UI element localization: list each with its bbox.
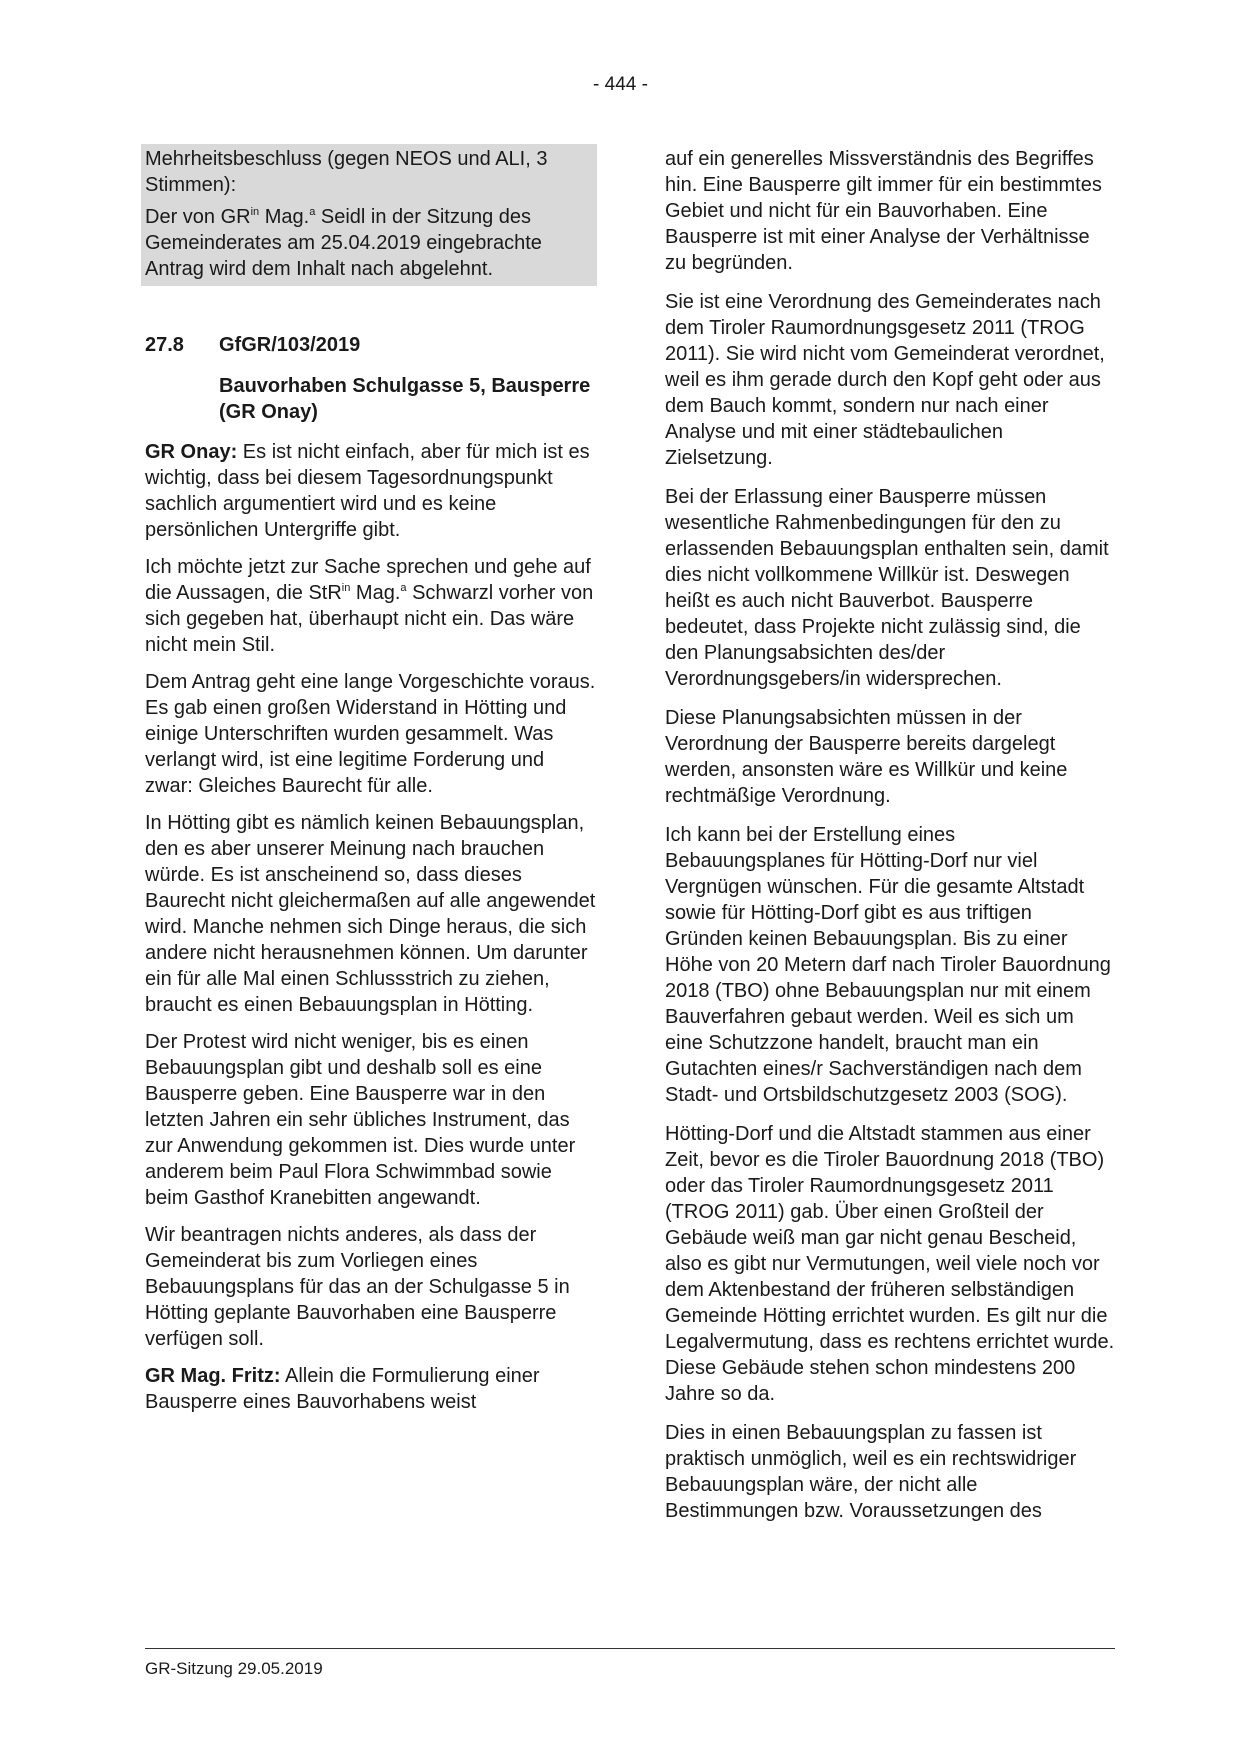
paragraph: Der Protest wird nicht weniger, bis es einen Bebauungsplan gibt und deshalb soll es eine Bausperre geben. Eine Bausperre war in den letzten Jahren ein sehr übliches Instrument, das zur Anwendung gekommen ist. Dies wurde unter anderem beim Paul Flora Schwimmbad sowie beim Gasthof Kranebitten angewandt. [145, 1031, 576, 1209]
paragraph: auf ein generelles Missverständnis des Begriffes hin. Eine Bausperre gilt immer für ein bestimmtes Gebiet und nicht für ein Bauvorhaben. Eine Bausperre ist mit einer Analyse der Verhältnisse zu begründen. [665, 148, 1102, 274]
paragraph: Ich möchte jetzt zur Sache sprechen und gehe auf die Aussagen, die StR$^{in}$ Mag.$^a$ Schwarzl vorher von sich gegeben hat, überhaupt nicht ein. Das wäre nicht mein Stil. [145, 556, 594, 656]
speaker-name: GR Mag. Fritz: [145, 1365, 281, 1387]
paragraph: Dies in einen Bebauungsplan zu fassen ist praktisch unmöglich, weil es ein rechtswidriger Bebauungsplan wäre, der nicht alle Bestimmungen bzw. Voraussetzungen des [665, 1422, 1077, 1522]
paragraph: Sie ist eine Verordnung des Gemeinderates nach dem Tiroler Raumordnungsgesetz 2011 (TROG 2011). Sie wird nicht vom Gemeinderat verordnet, weil es ihm gerade durch den Kopf geht oder aus dem Bauch kommt, sondern nur nach einer Analyse und mit einer städtebaulichen Zielsetzung. [665, 291, 1105, 469]
paragraph: Dem Antrag geht eine lange Vorgeschichte voraus. Es gab einen großen Widerstand in Hötting und einige Unterschriften wurden gesammelt. Was verlangt wird, ist eine legitime Forderung und zwar: Gleiches Baurecht für alle. [145, 671, 596, 797]
paragraph: Diese Planungsabsichten müssen in der Verordnung der Bausperre bereits dargelegt werden, ansonsten wäre es Willkür und keine rechtmäßige Verordnung. [665, 707, 1068, 807]
footer-divider [145, 1648, 1115, 1649]
decision-text: Der von $GR^{in}$ Mag.$^a$ Seidl in der Sitzung des Gemeinderates am 25.04.2019 eingebrachte Antrag wird dem Inhalt nach abgelehnt. [145, 206, 542, 280]
footer-text: GR-Sitzung 29.05.2019 [145, 1659, 323, 1678]
left-column [145, 144, 597, 1426]
section-code: GfGR/103/2019 [219, 334, 361, 356]
paragraph: Bei der Erlassung einer Bausperre müssen wesentliche Rahmenbedingungen für den zu erlassenden Bebauungsplan enthalten sein, damit dies nicht vollkommene Willkür ist. Deswegen heißt es auch nicht Bauverbot. Bausperre bedeutet, dass Projekte nicht zulässig sind, die den Planungsabsichten des/der Verordnungsgebers/in widersprechen. [665, 486, 1109, 690]
section-number: 27.8 [145, 334, 184, 356]
page-number: - 444 - [593, 74, 648, 95]
paragraph: In Hötting gibt es nämlich keinen Bebauungsplan, den es aber unserer Meinung nach brauchen würde. Es ist anscheinend so, dass dieses Baurecht nicht gleichermaßen auf alle angewendet wird. Manche nehmen sich Dinge heraus, die sich andere nicht herausnehmen können. Um darunter ein für alle Mal einen Schlussstrich zu ziehen, braucht es einen Bebauungsplan in Hötting. [145, 812, 596, 1016]
paragraph: GR Onay: Es ist nicht einfach, aber für mich ist es wichtig, dass bei diesem Tagesordnungspunkt sachlich argumentiert wird und es keine persönlichen Untergriffe gibt. [145, 441, 590, 541]
decision-result: Mehrheitsbeschluss (gegen NEOS und ALI, 3 Stimmen): [145, 148, 548, 196]
section-subtitle: Bauvorhaben Schulgasse 5, Bausperre (GR Onay) [219, 375, 591, 423]
right-column [665, 146, 1115, 1537]
decision-box [141, 144, 597, 286]
paragraph: Wir beantragen nichts anderes, als dass der Gemeinderat bis zum Vorliegen eines Bebauungsplans für das an der Schulgasse 5 in Hötting geplante Bauvorhaben eine Bausperre verfügen soll. [145, 1224, 570, 1350]
paragraph: Hötting-Dorf und die Altstadt stammen aus einer Zeit, bevor es die Tiroler Bauordnung 2018 (TBO) oder das Tiroler Raumordnungsgesetz 2011 (TROG 2011) gab. Über einen Großteil der Gebäude weiß man gar nicht genau Bescheid, also es gibt nur Vermutungen, weil viele noch vor dem Aktenbestand der früheren selbständigen Gemeinde Hötting errichtet wurden. Es gilt nur die Legalvermutung, dass es rechtens errichtet wurde. Diese Gebäude stehen schon mindestens 200 Jahre so da. [665, 1123, 1115, 1405]
paragraph: GR Mag. Fritz: Allein die Formulierung einer Bausperre eines Bauvorhabens weist [145, 1365, 540, 1413]
speaker-name: GR Onay: [145, 441, 238, 463]
section-heading [145, 332, 597, 425]
paragraph: Ich kann bei der Erstellung eines Bebauungsplanes für Hötting-Dorf nur viel Vergnügen wünschen. Für die gesamte Altstadt sowie für Hötting-Dorf gibt es aus triftigen Gründen keinen Bebauungsplan. Bis zu einer Höhe von 20 Metern darf nach Tiroler Bauordnung 2018 (TBO) ohne Bebauungsplan nur mit einem Bauverfahren gebaut werden. Weil es sich um eine Schutzzone handelt, braucht man ein Gutachten eines/r Sachverständigen nach dem Stadt- und Ortsbildschutzgesetz 2003 (SOG). [665, 824, 1111, 1106]
